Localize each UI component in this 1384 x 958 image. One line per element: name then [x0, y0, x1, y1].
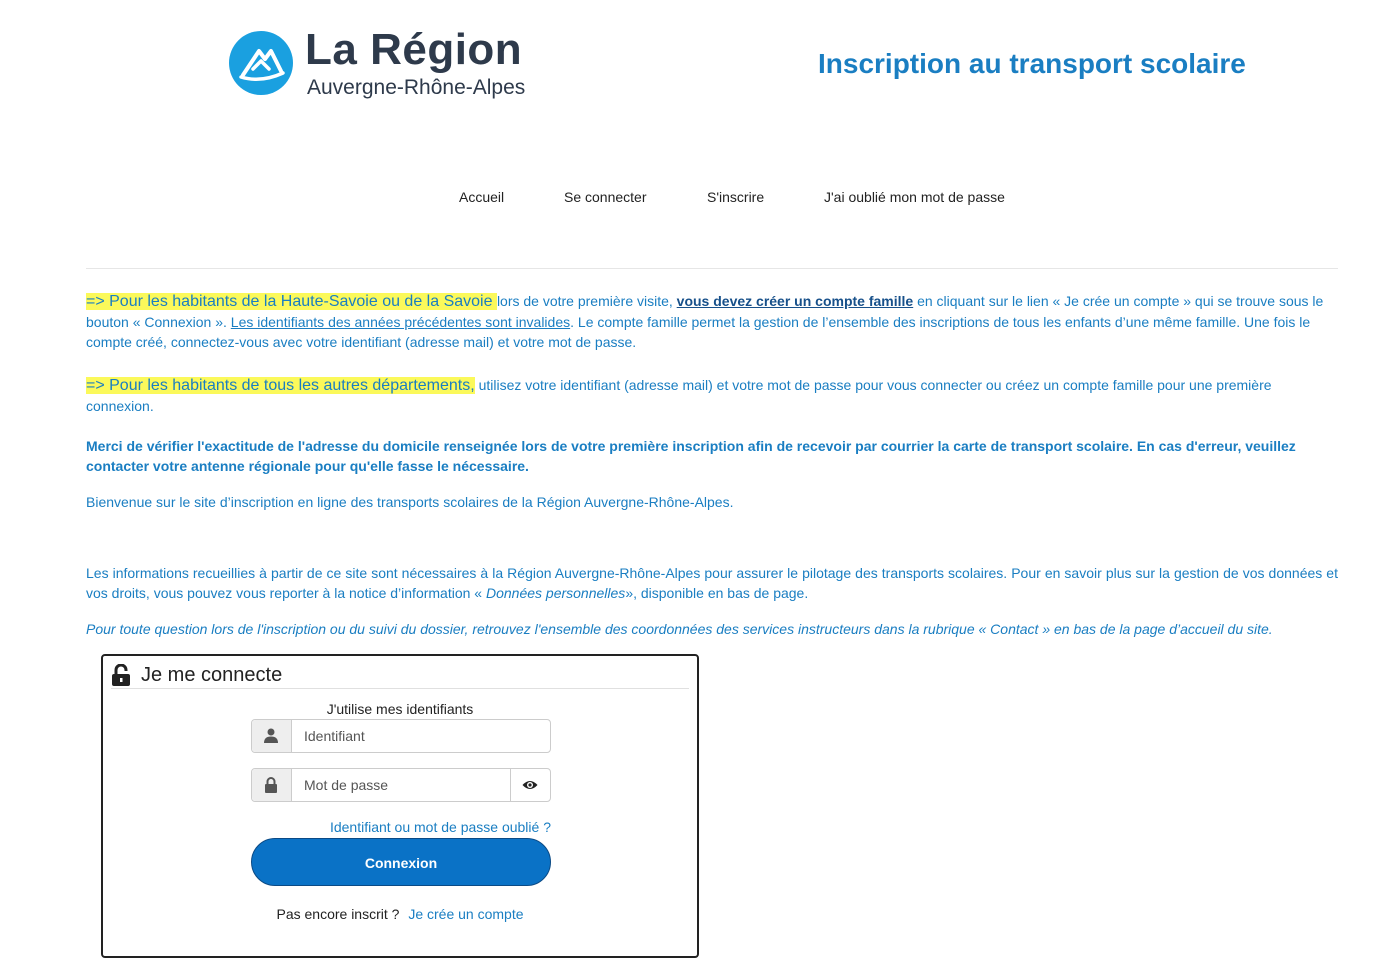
personal-data-mention: Données personnelles [485, 585, 626, 601]
username-field [251, 719, 551, 753]
logo-subtitle: Auvergne-Rhône-Alpes [307, 76, 526, 99]
region-logo[interactable] [229, 27, 549, 103]
show-password-toggle[interactable] [510, 769, 550, 801]
password-field [251, 768, 551, 802]
highlight-savoie: => Pour les habitants de la Haute-Savoie ou de la Savoie [86, 293, 497, 310]
nav-s-inscrire[interactable]: S'inscrire [707, 189, 765, 205]
lock-open-icon [111, 664, 131, 691]
text: en cliquant sur le lien « Je crée un compte » qui se trouve sous le bouton « Connexion ». [86, 293, 1324, 330]
logo-title: La Région [305, 25, 523, 74]
login-panel [101, 654, 699, 958]
create-account-link[interactable]: Je crée un compte [408, 906, 524, 922]
text: . Le compte famille permet la gestion de l’ensemble des inscriptions de tous les enfants d’une même famille. Une fois le compte créé, connectez-vous avec votre identifiant (adresse mail) et votre mot de passe. [86, 314, 1311, 350]
nav-accueil[interactable]: Accueil [459, 189, 505, 205]
text: », disponible en bas de page. [625, 585, 809, 601]
region-logo-icon [229, 31, 293, 95]
contact-notice: Pour toute question lors de l'inscription ou du suivi du dossier, retrouvez l'ensemble des coordonnées des services instructeurs dans la rubrique « Contact » en bas de la page d’accueil du site. [86, 621, 1273, 637]
main-nav [0, 189, 1384, 209]
info-paragraph-savoie [86, 291, 1338, 352]
eye-icon [522, 779, 538, 791]
text: lors de votre première visite, [496, 293, 677, 309]
login-header [111, 663, 689, 689]
text: utilisez votre identifiant (adresse mail) et votre mot de passe pour vous connecter ou créez un compte famille pour une première connexion. [86, 377, 1272, 414]
signup-line [103, 906, 697, 922]
info-paragraph-other-departments [86, 375, 1338, 416]
welcome-text: Bienvenue sur le site d’inscription en ligne des transports scolaires de la Région Auvergne-Rhône-Alpes. [86, 494, 734, 510]
login-title: Je me connecte [141, 664, 283, 686]
forgot-credentials-link[interactable]: Identifiant ou mot de passe oublié ? [329, 819, 551, 835]
text: Les informations recueillies à partir de ce site sont nécessaires à la Région Auvergne-Rhône-Alpes pour assurer le pilotage des transports scolaires. Pour en savoir plus sur la gestion de vos données et vos droits, vous pouvez vous reporter à la notice d’information « [86, 565, 1338, 601]
page-title: Inscription au transport scolaire [818, 48, 1246, 79]
use-credentials-label: J'utilise mes identifiants [326, 701, 474, 717]
highlight-other-departments: => Pour les habitants de tous les autres départements, [86, 377, 475, 394]
password-input[interactable] [292, 769, 510, 801]
address-check-notice: Merci de vérifier l'exactitude de l'adresse du domicile renseignée lors de votre première inscription afin de recevoir par courrier la carte de transport scolaire. En cas d'erreur, veuillez contacter votre antenne régionale pour qu'elle fasse le nécessaire. [86, 438, 1296, 474]
not-registered-text: Pas encore inscrit ? [276, 906, 400, 922]
username-input[interactable] [292, 720, 544, 752]
nav-se-connecter[interactable]: Se connecter [564, 189, 647, 205]
lock-icon [252, 769, 292, 801]
invalid-ids-notice: Les identifiants des années précédentes sont invalides [230, 314, 571, 330]
connexion-button[interactable]: Connexion [251, 838, 551, 886]
divider [86, 268, 1338, 269]
create-family-account-link[interactable]: vous devez créer un compte famille [676, 293, 914, 309]
privacy-notice [86, 563, 1338, 603]
user-icon [252, 720, 292, 752]
nav-mot-de-passe-oublie[interactable]: J'ai oublié mon mot de passe [824, 189, 1005, 205]
